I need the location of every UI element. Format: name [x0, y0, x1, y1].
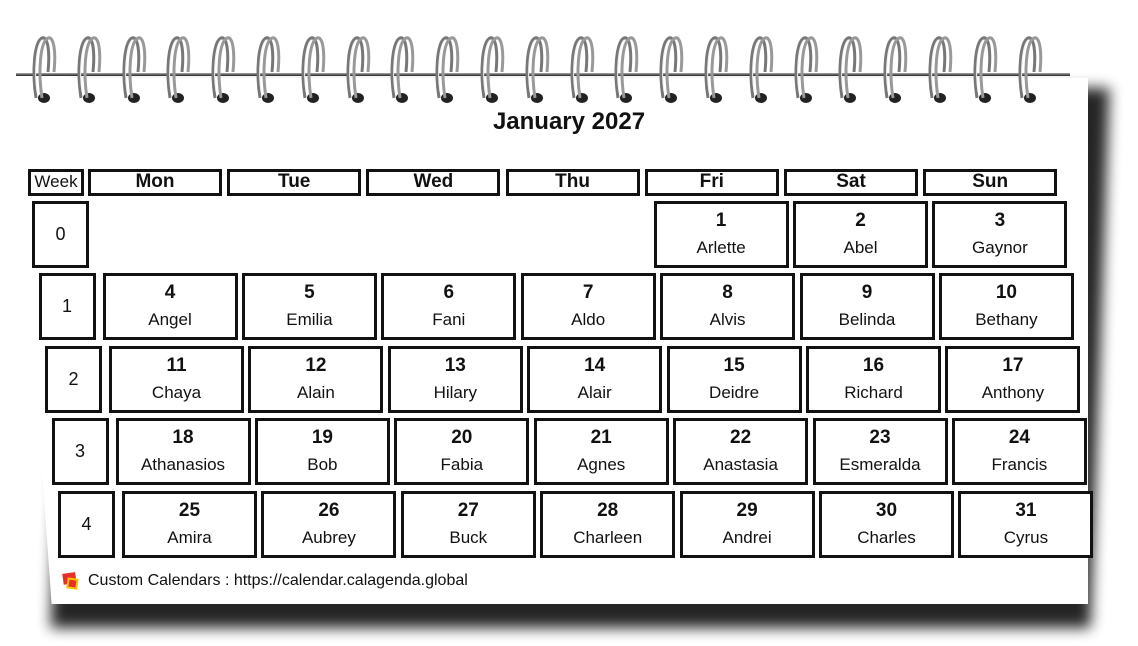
- name-day: Aubrey: [301, 527, 356, 547]
- day-cell[interactable]: [103, 273, 238, 340]
- spiral-coil-icon: [836, 32, 864, 108]
- name-day: Aldo: [571, 310, 606, 330]
- name-day: Bethany: [975, 310, 1038, 330]
- day-cell[interactable]: [116, 418, 251, 485]
- day-cell[interactable]: [819, 491, 954, 558]
- spiral-coil-icon: [702, 32, 730, 108]
- spiral-coil-icon: [254, 32, 282, 108]
- day-number: 13: [444, 354, 466, 376]
- spiral-coil-icon: [344, 32, 372, 108]
- day-number: 31: [1015, 499, 1037, 521]
- name-day: Deidre: [709, 382, 760, 402]
- week-number: 4: [58, 491, 115, 558]
- day-number: 29: [736, 499, 758, 521]
- day-number: 16: [862, 354, 885, 376]
- day-number: 19: [311, 427, 333, 449]
- day-number: 18: [172, 427, 194, 449]
- day-cell[interactable]: [806, 346, 941, 413]
- day-number: 22: [730, 427, 752, 449]
- week-number: 1: [39, 273, 96, 340]
- day-cell[interactable]: [680, 491, 815, 558]
- spiral-coil-icon: [523, 32, 551, 108]
- spiral-coil-icon: [747, 32, 775, 108]
- day-cell[interactable]: [521, 273, 656, 340]
- day-cell[interactable]: [527, 346, 662, 413]
- day-cell[interactable]: [660, 273, 795, 340]
- day-number: 24: [1008, 427, 1030, 449]
- name-day: Agnes: [577, 455, 626, 475]
- day-header-sun: Sun: [923, 169, 1057, 196]
- day-number: 12: [305, 354, 327, 376]
- day-cell[interactable]: [932, 201, 1067, 268]
- day-header-sat: Sat: [784, 169, 918, 196]
- day-number: 8: [722, 282, 733, 304]
- spiral-coil-icon: [433, 32, 461, 108]
- day-number: 28: [597, 499, 619, 521]
- day-cell[interactable]: [534, 418, 669, 485]
- calendar-logo-icon: [62, 572, 80, 590]
- day-number: 21: [590, 427, 612, 449]
- day-number: 17: [1002, 354, 1024, 376]
- name-day: Alair: [577, 382, 612, 402]
- day-cell[interactable]: [939, 273, 1074, 340]
- name-day: Athanasios: [140, 455, 226, 475]
- day-cell[interactable]: [540, 491, 675, 558]
- day-number: 5: [304, 282, 315, 304]
- spiral-coil-icon: [209, 32, 237, 108]
- day-header-mon: Mon: [88, 169, 222, 196]
- spiral-coil-icon: [478, 32, 506, 108]
- day-cell[interactable]: [394, 418, 529, 485]
- spiral-coil-icon: [881, 32, 909, 108]
- day-header-thu: Thu: [506, 169, 640, 196]
- spiral-coil-icon: [926, 32, 954, 108]
- day-number: 23: [869, 427, 891, 449]
- day-cell[interactable]: [945, 346, 1080, 413]
- spiral-coil-icon: [75, 32, 103, 108]
- name-day: Charleen: [573, 527, 643, 547]
- name-day: Arlette: [696, 238, 746, 257]
- day-number: 11: [166, 354, 187, 376]
- spiral-coil-icon: [299, 32, 327, 108]
- day-cell[interactable]: [122, 491, 257, 558]
- name-day: Abel: [843, 238, 878, 257]
- day-number: 9: [861, 282, 873, 304]
- name-day: Chaya: [151, 382, 202, 402]
- name-day: Cyrus: [1003, 527, 1049, 547]
- day-number: 27: [457, 499, 479, 521]
- day-header-fri: Fri: [645, 169, 779, 196]
- name-day: Hilary: [433, 382, 478, 402]
- name-day: Alain: [296, 382, 335, 402]
- day-number: 30: [875, 499, 898, 521]
- name-day: Gaynor: [972, 238, 1028, 257]
- day-header-tue: Tue: [227, 169, 361, 196]
- day-cell[interactable]: [242, 273, 377, 340]
- spiral-coil-icon: [657, 32, 685, 108]
- day-cell[interactable]: [667, 346, 802, 413]
- day-cell[interactable]: [800, 273, 935, 340]
- footer-link[interactable]: Custom Calendars : https://calendar.calagenda.global: [88, 572, 468, 589]
- day-number: 4: [164, 282, 176, 304]
- spiral-coil-icon: [792, 32, 820, 108]
- day-header-wed: Wed: [366, 169, 500, 196]
- spiral-coil-icon: [120, 32, 148, 108]
- spiral-coil-icon: [971, 32, 999, 108]
- day-number: 1: [715, 210, 727, 231]
- name-day: Belinda: [838, 310, 896, 330]
- week-number: 3: [52, 418, 109, 485]
- day-cell[interactable]: [248, 346, 383, 413]
- name-day: Esmeralda: [839, 455, 921, 475]
- name-day: Andrei: [722, 527, 772, 547]
- day-cell[interactable]: [952, 418, 1087, 485]
- day-cell[interactable]: [381, 273, 516, 340]
- day-number: 14: [584, 354, 606, 376]
- day-cell[interactable]: [654, 201, 789, 268]
- day-cell[interactable]: [388, 346, 523, 413]
- day-cell[interactable]: [958, 491, 1093, 558]
- week-header: Week: [28, 169, 84, 196]
- name-day: Bob: [307, 455, 338, 475]
- day-number: 25: [178, 499, 201, 521]
- day-number: 20: [451, 427, 473, 449]
- day-cell[interactable]: [813, 418, 948, 485]
- day-cell[interactable]: [673, 418, 808, 485]
- footer[interactable]: [62, 572, 468, 590]
- day-number: 2: [855, 210, 866, 231]
- name-day: Charles: [857, 527, 916, 547]
- name-day: Fabia: [440, 455, 484, 475]
- name-day: Alvis: [709, 310, 746, 330]
- calendar-title: January 2027: [492, 108, 646, 135]
- spiral-coil-icon: [1016, 32, 1044, 108]
- name-day: Amira: [167, 527, 212, 547]
- name-day: Anastasia: [703, 455, 778, 475]
- week-number: 2: [45, 346, 102, 413]
- day-cell[interactable]: [109, 346, 244, 413]
- day-cell[interactable]: [793, 201, 928, 268]
- day-number: 7: [582, 282, 594, 304]
- name-day: Anthony: [981, 382, 1045, 402]
- week-number: 0: [32, 201, 89, 268]
- day-cell[interactable]: [255, 418, 390, 485]
- day-number: 26: [318, 499, 340, 521]
- day-cell[interactable]: [401, 491, 536, 558]
- day-number: 3: [994, 210, 1006, 231]
- day-number: 10: [995, 282, 1017, 304]
- name-day: Francis: [991, 455, 1048, 475]
- name-day: Angel: [148, 310, 192, 330]
- name-day: Emilia: [286, 310, 333, 330]
- spiral-coil-icon: [30, 32, 58, 108]
- spiral-coil-icon: [164, 32, 192, 108]
- spiral-coil-icon: [568, 32, 596, 108]
- spiral-coil-icon: [388, 32, 416, 108]
- day-number: 15: [723, 354, 745, 376]
- day-cell[interactable]: [261, 491, 396, 558]
- name-day: Buck: [449, 527, 488, 547]
- spiral-coil-icon: [612, 32, 640, 108]
- day-number: 6: [443, 282, 455, 304]
- name-day: Fani: [432, 310, 466, 330]
- name-day: Richard: [844, 382, 903, 402]
